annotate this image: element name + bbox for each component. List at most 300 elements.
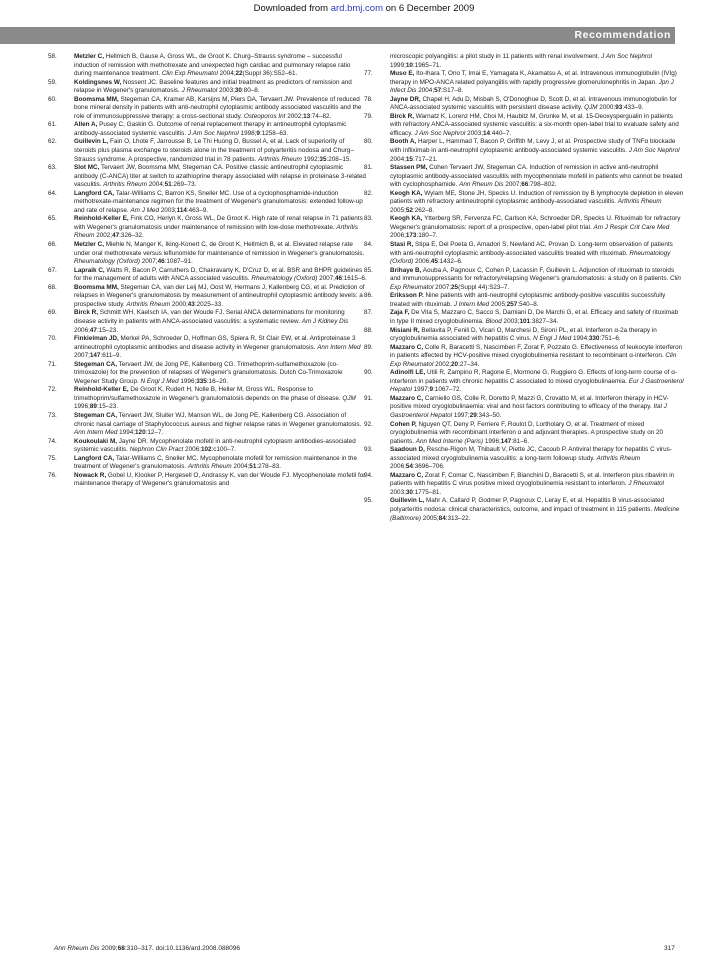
reference-journal: Arthritis Rheum [103, 181, 147, 189]
reference-journal: Clin Exp Rheumatol [390, 275, 681, 291]
reference-pages: :463–9. [186, 206, 209, 214]
reference-number: 94. [364, 471, 373, 479]
reference-pages: :540–8. [517, 300, 539, 308]
reference-journal: Arthritis Rheum [187, 463, 232, 471]
reference-item [364, 292, 684, 309]
reference-number: 62. [48, 138, 57, 146]
reference-journal: Ann Intern Med [74, 429, 118, 437]
reference-text: Wylam ME, Stone JH, Specks U. Induction of remission by B lymphocyte depletion in eleven patients with refractory antineutrophil cytoplasmic antibody-associated vasculitis. [390, 189, 684, 206]
reference-pages: :717–21. [412, 155, 438, 163]
reference-pages: :278–83. [256, 463, 282, 471]
reference-text: Nossent JC. Baseline features and initial treatment as predictors of remission and relapse in Wegener's granulomatosis. [74, 78, 352, 95]
reference-year: 2003; [217, 87, 235, 95]
reference-first-author: Slot MC, [74, 164, 100, 172]
reference-text: Nguyen QT, Deny P, Ferriere F, Roulot D, Lortholary O, et al. Treatment of mixed cryoglobulinemia with recombinant interferon α and adjuvant therapies. A prospective study on 20 patients. [390, 420, 664, 445]
reference-year: 2004; [231, 463, 250, 471]
reference-pages: :751–6. [599, 335, 621, 343]
reference-item [48, 335, 368, 361]
reference-number: 65. [48, 215, 57, 223]
reference-year: 2007; [317, 275, 335, 283]
reference-first-author: Muso E, [390, 70, 415, 78]
reference-first-author: Reinhold-Keller E, [74, 386, 129, 394]
reference-first-author: Keogh KA, [390, 189, 423, 197]
reference-text: Chapel H, Adu D, Misbah S, O'Donoghue D, Scott D, et al. Intravenous immunoglobulin for ANCA-associated systemic vasculitis with persistent disease activity. [390, 95, 677, 112]
reference-first-author: Metzler C, [74, 53, 104, 60]
reference-volume: 9 [256, 129, 260, 137]
reference-item [48, 386, 368, 412]
reference-first-author: Allen A, [74, 121, 98, 129]
reference-journal: QJM [584, 104, 598, 112]
reference-number: 85. [364, 266, 373, 274]
reference-year: 1996; [483, 437, 501, 445]
reference-item [48, 471, 368, 489]
reference-first-author: Guillevin L, [74, 138, 109, 146]
reference-item [364, 138, 684, 164]
reference-volume: 29 [469, 411, 477, 419]
reference-number: 74. [48, 437, 57, 445]
reference-number: 92. [364, 420, 373, 428]
references-left-column [48, 53, 368, 489]
reference-item [48, 95, 368, 122]
reference-year: 1992; [301, 155, 320, 163]
page-number: 317 [664, 945, 675, 952]
reference-volume: 47 [112, 232, 120, 240]
reference-pages: :80–8. [241, 87, 260, 95]
reference-text: Hellmich B, Gause A, Gross WL, de Groot K. Churg–Strauss syndrome – successful induction of remission with methotrexate and unexpected high cardiac and pulmonary relapse ratio during maintenance treatment. [74, 53, 351, 78]
reference-first-author: Guillevin L, [390, 497, 425, 505]
reference-volume: 147 [500, 437, 512, 445]
reference-text: microscopic polyangiitis: a pilot study in 11 patients with renal involvement. [390, 53, 602, 60]
reference-number: 76. [48, 471, 57, 479]
reference-text: Miehle N, Manger K, Iking-Konert C, de Groot K, Hellmich B, et al. Elevated relapse rate under oral methotrexate versus leflunomide for maintenance of remission in Wegener's granulomatosis. [74, 241, 365, 257]
reference-pages: :3827–34. [530, 317, 559, 325]
reference-text: Watts R, Bacon P, Carruthers D, Chakravarty K, D'Cruz D, et al. BSR and BHPR guidelines for the management of adults with ANCA associated vasculitis. [74, 266, 363, 283]
reference-item [364, 369, 684, 395]
reference-volume: 45 [430, 258, 438, 266]
reference-year: 1997; [411, 386, 430, 394]
reference-number: 86. [364, 292, 373, 300]
reference-item [364, 343, 684, 370]
reference-first-author: Birck R, [74, 309, 98, 317]
reference-journal: Nephron Clin Pract [129, 446, 184, 454]
reference-volume: 66 [521, 181, 529, 189]
reference-item [364, 471, 684, 498]
reference-pages: :313–22. [445, 514, 471, 522]
reference-journal: Am J Kidney Dis [301, 317, 349, 325]
reference-text: Cohen Tervaert JW, Stegeman CA. Induction of remission in active anti-neutrophil cytoplasmic antibody-associated vasculitis with mycophenolate mofetil in patients who cannot be treated with cyclophosphamide. [390, 164, 683, 189]
reference-year: 1997; [452, 411, 470, 419]
reference-volume: 147 [89, 352, 101, 360]
reference-volume: 257 [506, 300, 518, 308]
reference-volume: 330 [588, 335, 600, 343]
reference-first-author: Zaja F, [390, 309, 410, 317]
reference-pages: :1615–6. [342, 275, 367, 283]
reference-volume: 14 [482, 129, 491, 137]
reference-number: 68. [48, 283, 57, 291]
reference-text: De Vita S, Mazzaro C, Sacco S, Damiani D, De Marchi G, et al. Efficacy and safety of rituximab in type II mixed cryoglobulinemia. [390, 309, 679, 325]
references-right-column [364, 53, 684, 523]
reference-year: 1996; [74, 403, 90, 411]
reference-year: 2003; [501, 317, 520, 325]
reference-number: 71. [48, 360, 57, 368]
reference-journal: Eur J Gastroenterol Hepatol [390, 377, 684, 394]
reference-item [364, 112, 684, 139]
reference-item [364, 497, 684, 523]
reference-item [364, 95, 684, 113]
reference-number: 91. [364, 394, 373, 402]
reference-journal: Ann Intern Med [317, 343, 361, 351]
reference-first-author: Jayne DR, [390, 95, 421, 103]
reference-number: 73. [48, 411, 57, 419]
reference-item [48, 309, 368, 335]
reference-text: Ytterberg SR, Fervenza FC, Carlson KA, Schroeder DR, Specks U. Rituximab for refractory Wegener's granulomatosis: report of a prospective, open-label pilot trial. [390, 215, 681, 231]
reference-first-author: Metzler C, [74, 241, 104, 249]
reference-number: 80. [364, 138, 373, 146]
reference-first-author: Mazzaro C, [390, 394, 424, 402]
reference-year: 2004; [416, 87, 435, 95]
reference-number: 72. [48, 386, 57, 394]
reference-number: 88. [364, 326, 373, 334]
reference-item [364, 309, 684, 326]
reference-year: 2000; [597, 104, 616, 112]
reference-journal: Am J Respir Crit Care Med [593, 223, 670, 231]
reference-pages: (Suppl 44):S23–7. [458, 283, 510, 291]
reference-volume: 20 [451, 360, 459, 368]
reference-number: 81. [364, 164, 373, 172]
reference-year: 2006; [413, 258, 431, 266]
reference-first-author: Finkielman JD, [74, 335, 119, 343]
reference-pages: :269–73. [171, 181, 197, 189]
reference-pages: :12–7. [145, 429, 164, 437]
reference-item [364, 215, 684, 241]
reference-year: 2002; [285, 112, 304, 120]
reference-year: 2004; [390, 155, 406, 163]
reference-item [48, 164, 368, 190]
reference-journal: J Am Soc Nephrol [601, 53, 652, 60]
reference-volume: 47 [89, 326, 97, 334]
reference-journal: Jpn J Infect Dis [390, 78, 674, 95]
reference-text: Utili R, Zampino R, Ragone E, Mormone G, Ruggiero G. Effects of long-term course of α-interferon in patients with chronic hepatitis C associated to mixed cryoglobulinaemia. [390, 369, 678, 385]
reference-item [48, 215, 368, 241]
footer-citation [54, 945, 240, 952]
reference-text: Nine patients with anti-neutrophil cytoplasmic antibody-positive vasculitis successfully treated with rituximab. [390, 292, 666, 308]
reference-journal: Medicine (Baltimore) [390, 505, 680, 522]
reference-volume: 15 [405, 155, 413, 163]
reference-text: Resche-Rigon M, Thibault V, Piette JC, Cacoub P. Antiviral therapy for hepatitis C virus-associated mixed cryoglobulinemia vasculitis: a long-term followup study. [390, 446, 672, 462]
reference-number: 59. [48, 78, 57, 86]
reference-volume: 120 [135, 429, 146, 437]
reference-first-author: Brihaye B, [390, 266, 422, 274]
reference-number: 66. [48, 241, 57, 249]
reference-journal: Blood [485, 317, 502, 325]
reference-journal: Ann Med Interne (Paris) [415, 437, 484, 445]
reference-text: Aouba A, Pagnoux C, Cohen P, Lacassin F, Guillevin L. Adjunction of rituximab to steroids and immunosuppressants for refractory/relapsing Wegener's granulomatosis: a study on 8 patients. [390, 266, 675, 283]
reference-journal: Rheumatology (Oxford) [251, 275, 318, 283]
reference-year: 2007; [433, 283, 452, 291]
reference-volume: 84 [438, 514, 446, 522]
reference-first-author: Saadoun D, [390, 446, 425, 454]
reference-number: 83. [364, 215, 373, 223]
reference-journal: Clin Exp Rheumatol [161, 70, 218, 78]
reference-year: 2002; [433, 360, 452, 368]
reference-first-author: Stegeman CA, [74, 411, 118, 419]
reference-text: Mahr A, Callard P, Godmer P, Pagnoux C, Leray E, et al. Hepatitis B virus-associated polyarteritis nodosa: clinical characteristics, outcome, and impact of treatment in 115 patients. [390, 497, 665, 513]
reference-text: Stegeman CA, Kramer AB, Karsijns M, Piers DA, Tervaert JW. Prevalence of reduced bone mineral density in patients with anti-neutrophil cytoplasmic antibody associated vasculitis and the role of immunosuppressive therapy: a cross-sectional study. [74, 95, 362, 120]
reference-volume: 51 [164, 181, 172, 189]
reference-journal: Ann Rheum Dis [459, 181, 504, 189]
reference-pages: :1067–72. [433, 386, 462, 394]
reference-first-author: Nowack R, [74, 471, 107, 479]
reference-journal: Arthritis Rheum [74, 223, 358, 240]
footer-journal: Ann Rheum Dis [54, 945, 100, 952]
reference-number: 61. [48, 121, 57, 129]
reference-text: Zorat F, Comar C, Nascimben F, Bianchini D, Baracetti S, et al. Interferon plus ribavirin in patients with hepatitis C virus positive mixed cryoglobulinemia resistant to interferon. [390, 471, 675, 488]
reference-first-author: Koldingsnes W, [74, 78, 122, 86]
reference-journal: J Rheumatol [628, 480, 664, 488]
reference-volume: 173 [405, 232, 417, 240]
reference-pages: :81–6. [511, 437, 529, 445]
source-link[interactable]: ard.bmj.com [330, 3, 383, 14]
reference-first-author: Mazzaro C, [390, 343, 424, 351]
reference-pages: :15–23. [96, 326, 119, 334]
reference-year: 2006; [390, 232, 406, 240]
reference-text: De Groot K, Rudert H, Nolle B, Heller M, Gross WL. Response to trimethoprim/sulfamethoxazole in Wegener's granulomatosis depends on the phase of disease. [74, 386, 343, 402]
reference-number: 67. [48, 266, 57, 274]
reference-year: 2000; [170, 300, 188, 308]
reference-first-author: Booth A, [390, 138, 417, 146]
reference-year: 2004; [146, 181, 165, 189]
reference-journal: J Am Soc Nephrol [187, 129, 239, 137]
reference-journal: Am J Med [130, 206, 159, 214]
reference-text: Tervaert JW, de Jong PE, Kallenberg CG. Trimethoprim-sulfamethoxazole (co-trimoxazole) for the prevention of relapses of Wegener's granulomatosis. Dutch Co-Trimoxazole Wegener Study Group. [74, 360, 343, 385]
reference-number: 78. [364, 95, 373, 103]
reference-pages: :1087–91. [164, 258, 193, 266]
reference-year: 2006; [74, 326, 90, 334]
reference-number: 69. [48, 309, 57, 317]
reference-journal: N Engl J Med [533, 335, 572, 343]
reference-item [48, 53, 368, 79]
reference-item [48, 138, 368, 164]
reference-volume: 54 [405, 463, 413, 471]
reference-volume: 46 [157, 258, 165, 266]
reference-number: 87. [364, 309, 373, 317]
reference-year: 1996; [178, 377, 197, 385]
reference-first-author: Stegeman CA, [74, 360, 118, 368]
reference-volume: 35 [319, 155, 327, 163]
footer-year: 2009; [99, 945, 118, 952]
reference-first-author: Adinolfi LE, [390, 369, 426, 377]
reference-pages: :74–82. [310, 112, 332, 120]
reference-year: 2002; [94, 232, 113, 240]
reference-year: 2005; [421, 514, 439, 522]
reference-first-author: Langford CA, [74, 454, 115, 462]
reference-first-author: Lapraik C, [74, 266, 105, 274]
reference-item [48, 78, 368, 96]
reference-volume: 101 [519, 317, 531, 325]
reference-number: 60. [48, 95, 57, 103]
reference-number: 95. [364, 497, 373, 505]
reference-volume: 93 [615, 104, 623, 112]
reference-item [364, 70, 684, 96]
reference-volume: 114 [176, 206, 187, 214]
reference-first-author: Reinhold-Keller E, [74, 215, 129, 223]
reference-journal: J Am Soc Nephrol [628, 147, 680, 155]
reference-pages: :1258–63. [259, 129, 289, 137]
reference-pages: :15–23. [96, 403, 119, 411]
reference-text: Tervaert JW, Sluiter WJ, Manson WL, de Jong PE, Kallenberg CG. Association of chronic nasal carriage of Staphylococcus aureus and higher relapse rates in Wegener granulomatosis. [74, 411, 362, 428]
reference-journal: Arthritis Rheum [126, 300, 171, 308]
reference-year: 1999; [390, 61, 406, 69]
reference-text: Jayne DR. Mycophenolate mofetil in anti-neutrophil cytoplasm antibodies-associated systemic vasculitis. [74, 437, 356, 454]
reference-text: Tervaert JW, Boomsma MM, Stegeman CA. Positive classic antineutrophil cytoplasmic antibody (C-ANCA) titer at switch to azathioprine therapy associated with relapse in proteinase 3-related vasculitis. [74, 164, 366, 189]
reference-item [364, 164, 684, 190]
reference-text: Gobel U, Klooker P, Hergesell O, Andrassy K, van der Woude FJ. Mycophenolate mofetil for maintenance therapy of Wegener's granulomatosis and [74, 471, 366, 488]
reference-volume: 43 [187, 300, 195, 308]
reference-number: 64. [48, 189, 57, 197]
section-header-bar [0, 27, 675, 44]
reference-volume: 102 [200, 446, 212, 454]
reference-year: 2004; [217, 70, 236, 78]
reference-first-author: Boomsma MM, [74, 95, 119, 103]
reference-first-author: Birck R, [390, 112, 414, 120]
reference-text: Stegeman CA, van der Leij MJ, Oost W, Hermans J, Kallenberg CG, et al. Prediction of relapses in Wegener's granulomatosis by measurement of antineutrophil cytoplasmic antibody levels: a prospective study. [74, 283, 365, 308]
reference-pages: :326–32. [119, 232, 144, 240]
reference-item [48, 283, 368, 310]
reference-year: 2006; [390, 463, 406, 471]
reference-pages: :611–9. [100, 352, 122, 360]
reference-pages: :180–7. [416, 232, 438, 240]
reference-volume: 51 [249, 463, 257, 471]
reference-journal: QJM [342, 394, 356, 402]
reference-item [48, 411, 368, 438]
reference-year: 2005; [390, 206, 406, 214]
reference-text: Fain O, Lhote F, Jarrousse B, Le Thi Huong D, Bussel A, et al. Lack of superiority of steroids plus plasma exchange to steroids alone in the treatment of polyarteritis nodosa and Churg–Strauss syndrome. A prospective, randomized trial in 78 patients. [74, 138, 354, 163]
footer-doi: :310–317. doi:10.1136/ard.2008.088096 [124, 945, 241, 952]
reference-item [48, 437, 368, 455]
reference-year: 1994; [117, 429, 136, 437]
reference-text: Carniello GS, Colle R, Doretto P, Mazzi G, Crovatto M, et al. Interferon therapy in HCV-positive mixed cryoglobulinaemia: viral and host factors contributing to efficacy of the therapy. [390, 394, 669, 411]
reference-pages: :27–34. [458, 360, 480, 368]
reference-first-author: Langford CA, [74, 189, 115, 197]
reference-text: Fink CO, Herlyn K, Gross WL, De Groot K. High rate of renal relapse in 71 patients with Wegener's granulomatosis under maintenance of remission with low-dose methotrexate. [74, 215, 363, 231]
reference-volume: 22 [235, 70, 243, 78]
reference-number: 75. [48, 454, 57, 462]
reference-volume: 46 [334, 275, 343, 283]
reference-first-author: Eriksson P. [390, 292, 424, 300]
reference-pages: :c100–7. [211, 446, 236, 454]
reference-pages: :433–9. [622, 104, 644, 112]
reference-volume: 10 [405, 61, 413, 69]
reference-number: 70. [48, 335, 57, 343]
reference-text: Colle R, Baracetti S, Nascimben F, Zorat F, Pozzato G. Effectiveness of leukocyte interferon in patients affected by HCV-positive mixed cryoglobulinemia resistant to recombinant α-interferon. [390, 343, 683, 360]
reference-pages: :1432–6. [437, 258, 463, 266]
reference-pages: :1965–71. [412, 61, 442, 69]
reference-year: 2005; [489, 300, 507, 308]
reference-journal: J Rheumatol [181, 87, 218, 95]
reference-journal: Arthritis Rheum [258, 155, 302, 163]
reference-pages: :440–7. [490, 129, 512, 137]
reference-year: 1994; [571, 335, 589, 343]
reference-journal: Osteoporos Int [243, 112, 286, 120]
reference-text: Talar-Williams C, Sneller MC. Mycophenolate mofetil for remission maintenance in the treatment of Wegener's granulomatosis. [74, 454, 357, 471]
reference-item [48, 266, 368, 284]
reference-item [48, 121, 368, 138]
reference-year: 2003; [465, 129, 483, 137]
reference-year: 2007; [139, 258, 158, 266]
reference-pages: :798–802. [528, 181, 557, 189]
reference-year: 2003; [159, 206, 177, 214]
reference-journal: Arthritis Rheum [596, 454, 641, 462]
download-banner [0, 0, 728, 18]
reference-text: Ito-Ihara T, Ono T, Imai E, Yamagata K, Akamatsu A, et al. Intravenous immunoglobulin (IVIg) therapy in MPO-ANCA related polyangiitis with rapidly progressive glomerulonephritis in Japan. [390, 70, 677, 86]
reference-year: 2007; [503, 181, 522, 189]
reference-volume: 335 [196, 377, 207, 385]
reference-number: 84. [364, 241, 373, 249]
reference-item [364, 189, 684, 216]
reference-volume: 25 [451, 283, 459, 291]
reference-pages: :1775–81. [412, 488, 442, 496]
reference-number: 63. [48, 164, 57, 172]
reference-number: 77. [364, 70, 373, 78]
reference-pages: :3696–706. [412, 463, 445, 471]
reference-item [364, 394, 684, 421]
reference-pages: :208–15. [326, 155, 352, 163]
reference-volume: 52 [405, 206, 413, 214]
reference-volume: 30 [405, 488, 413, 496]
reference-journal: Clin Exp Rheumatol [390, 352, 677, 368]
reference-pages: :343–50. [476, 411, 502, 419]
reference-item [364, 241, 684, 267]
reference-text: Bellavita P, Fenili D, Vicari O, Marchesi D, Sironi PL, et al. Interferon α-2a therapy in cryoglobulinemia associated with hepatitis C virus. [390, 326, 657, 343]
reference-pages: :S17–8. [441, 87, 464, 95]
reference-number: 79. [364, 112, 373, 120]
reference-item [48, 189, 368, 216]
reference-number: 93. [364, 446, 373, 454]
reference-item [364, 326, 684, 344]
reference-item [364, 420, 684, 447]
reference-item [364, 446, 684, 472]
reference-first-author: Keogh KA, [390, 215, 423, 223]
reference-item [48, 360, 368, 387]
reference-pages: :262–8. [412, 206, 435, 214]
reference-text: Talar-Williams C, Barron KS, Sneller MC. Use of a cyclophosphamide-induction methotrexate-maintenance regimen for the treatment of Wegener's granulomatosis: extended follow-up and rate of relapse. [74, 189, 363, 214]
reference-text: Schmitt WH, Kaelsch IA, van der Woude FJ. Serial ANCA determinations for monitoring disease activity in patients with ANCA-associated vasculitis: a systematic review. [74, 309, 345, 325]
reference-year: 2007; [74, 352, 90, 360]
reference-text: Merkel PA, Schroeder D, Hoffman GS, Spiera R, St Clair EW, et al. Antiproteinase 3 antineutrophil cytoplasmic antibodies and disease activity in Wegener granulomatosis. [74, 335, 356, 351]
reference-text: Harper L, Hammad T, Bacon P, Griffith M, Levy J, et al. Prospective study of TNFα blockade with infliximab in anti-neutrophil cytoplasmic antibody-associated systemic vasculitis. [390, 138, 676, 155]
reference-volume: 9 [429, 386, 434, 394]
reference-volume: 89 [89, 403, 97, 411]
reference-year: 2003; [390, 488, 406, 496]
reference-text: Warnatz K, Lorenz HM, Choi M, Haubitz M, Grunke M, et al. 15-Deoxyspergualin in patients with refractory ANCA-associated systemic vasculitis: a six-month open-label trial to evaluate safety and efficacy. [390, 112, 679, 137]
banner-suffix: on 6 December 2009 [383, 3, 475, 14]
reference-pages: :16–20. [206, 377, 229, 385]
reference-text: Pusey C, Gaskin G. Outcome of renal replacement therapy in antineutrophil cytoplasmic antibody-associated systemic vasculitis. [74, 121, 347, 137]
reference-text: Stipa E, Del Poeta G, Amadori S, Newland AC, Provan D. Long-term observation of patients with anti-neutrophil cytoplasmic antibody-associated vasculitis treated with rituximab. [390, 241, 673, 257]
reference-pages: :2025–33. [194, 300, 224, 308]
reference-item [370, 53, 684, 70]
reference-number: 90. [364, 369, 373, 377]
reference-number: 58. [48, 53, 57, 60]
reference-volume: 13 [303, 112, 311, 120]
reference-volume: 57 [434, 87, 442, 95]
reference-journal: Rheumatology (Oxford) [390, 249, 671, 266]
footer-volume: 68 [117, 945, 125, 952]
section-title: Recommendation [574, 29, 671, 41]
reference-first-author: Stassen PM, [390, 164, 428, 172]
reference-item [48, 454, 368, 472]
reference-year: 1998; [238, 129, 257, 137]
